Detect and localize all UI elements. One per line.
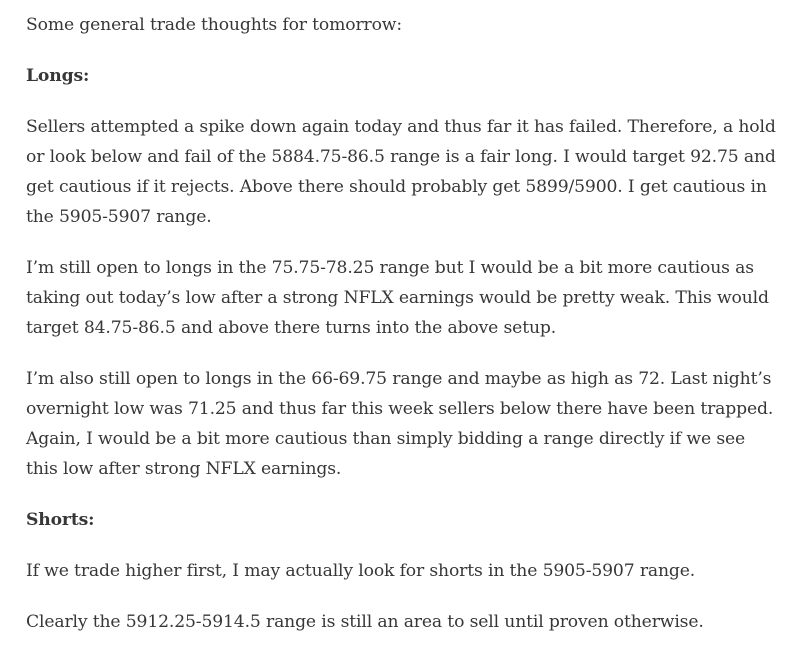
shorts-paragraph-1: [26, 556, 796, 586]
text-line: overnight low was 71.25 and thus far this week sellers below there have been trapped.: [26, 399, 774, 419]
heading-text: Longs:: [26, 66, 90, 86]
shorts-paragraph-2: [26, 607, 796, 637]
shorts-heading: [26, 505, 796, 535]
intro-text: [26, 10, 796, 40]
text-line: or look below and fail of the 5884.75-86.5 range is a fair long. I would target 92.75 and: [26, 147, 776, 167]
text-line: Clearly the 5912.25-5914.5 range is still an area to sell until proven otherwise.: [26, 612, 704, 632]
article-body: [26, 10, 796, 637]
text-line: Again, I would be a bit more cautious than simply bidding a range directly if we see: [26, 429, 746, 449]
text-line: I’m also still open to longs in the 66-69.75 range and maybe as high as 72. Last night’s: [26, 369, 772, 389]
text-line: Some general trade thoughts for tomorrow:: [26, 15, 402, 35]
longs-paragraph-3: [26, 364, 796, 484]
text-line: I’m still open to longs in the 75.75-78.25 range but I would be a bit more cautious as: [26, 258, 754, 278]
heading-text: Shorts:: [26, 510, 95, 530]
text-line: the 5905-5907 range.: [26, 207, 212, 227]
longs-paragraph-2: [26, 253, 796, 343]
text-line: taking out today’s low after a strong NFLX earnings would be pretty weak. This would: [26, 288, 769, 308]
text-line: If we trade higher first, I may actually look for shorts in the 5905-5907 range.: [26, 561, 696, 581]
text-line: this low after strong NFLX earnings.: [26, 459, 342, 479]
text-line: get cautious if it rejects. Above there should probably get 5899/5900. I get cautious in: [26, 177, 767, 197]
longs-paragraph-1: [26, 112, 796, 232]
text-line: Sellers attempted a spike down again today and thus far it has failed. Therefore, a hold: [26, 117, 776, 137]
text-line: target 84.75-86.5 and above there turns into the above setup.: [26, 318, 557, 338]
longs-heading: [26, 61, 796, 91]
